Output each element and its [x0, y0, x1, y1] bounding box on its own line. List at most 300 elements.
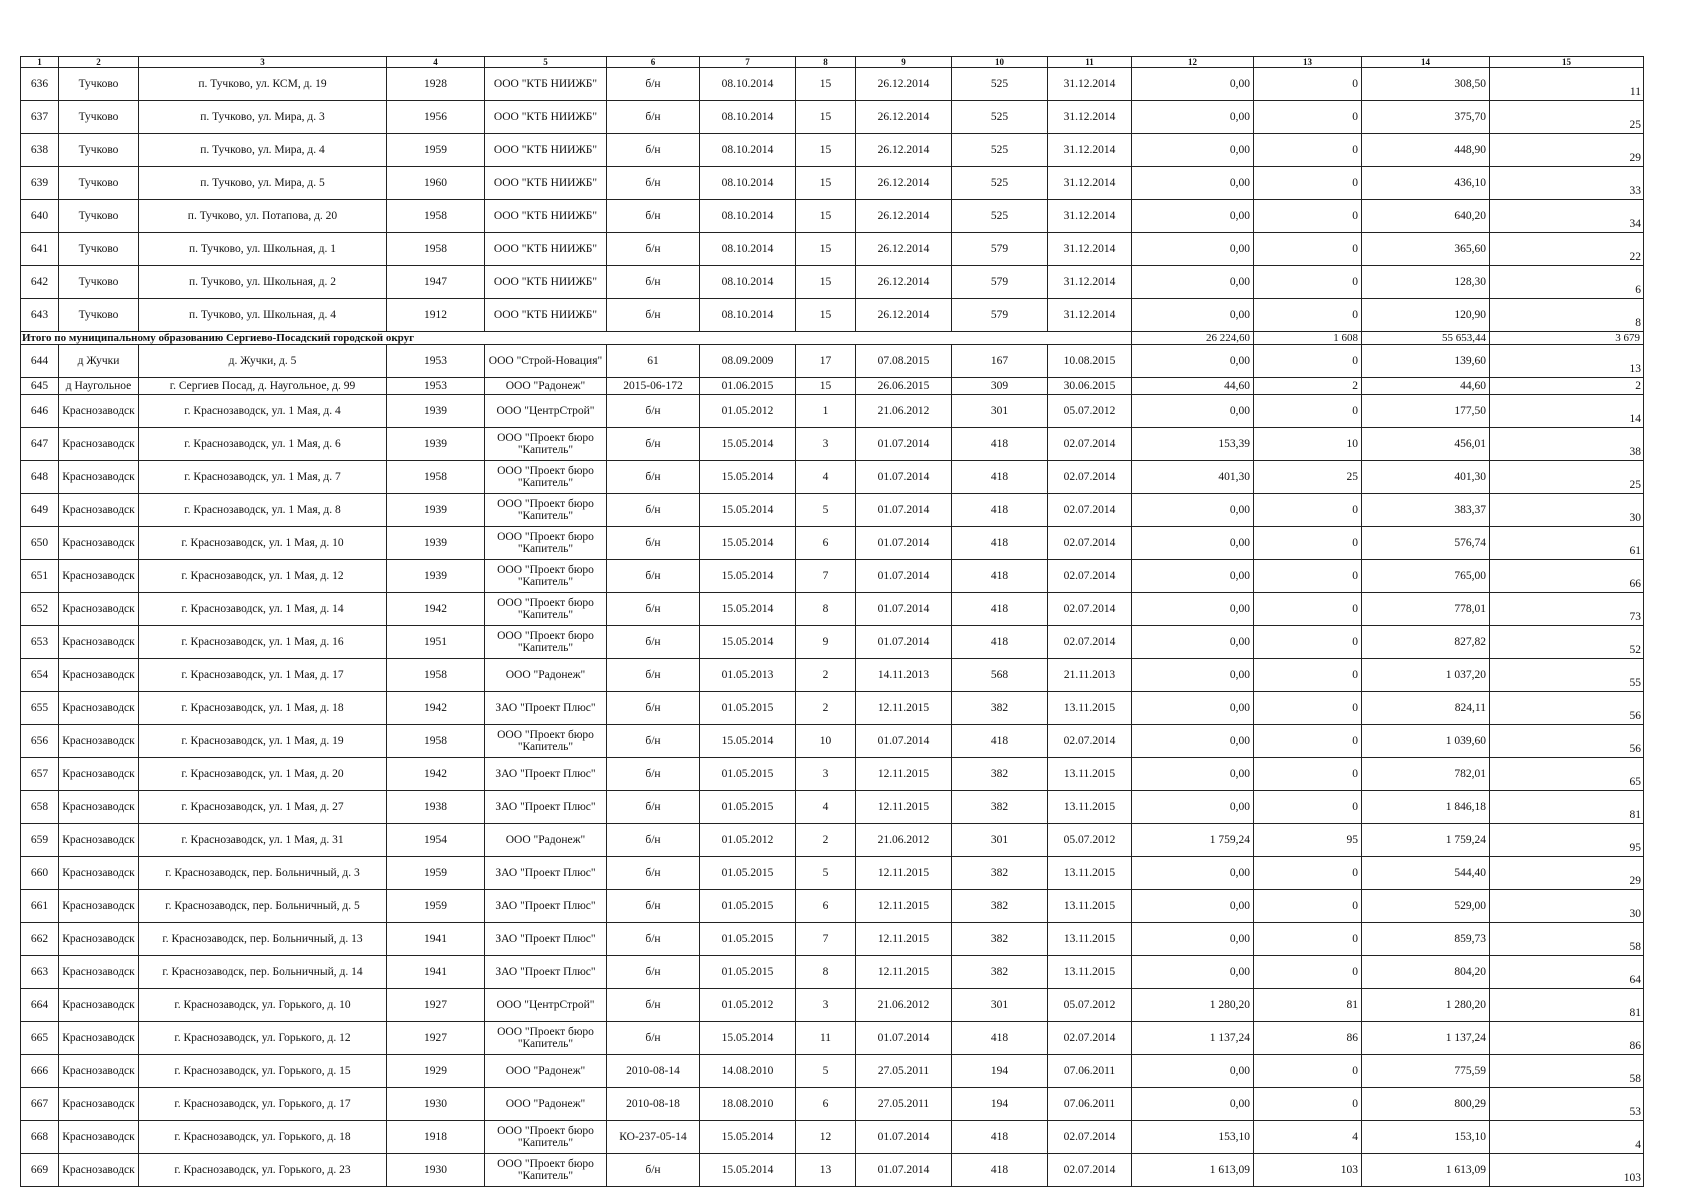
work-count: 1	[796, 395, 856, 428]
registry-table	[20, 56, 1644, 1187]
order-number: 382	[952, 890, 1048, 923]
document-number: б/н	[607, 659, 700, 692]
act-date: 26.12.2014	[856, 68, 952, 101]
table-row	[21, 101, 1644, 134]
locality: Краснозаводск	[59, 659, 139, 692]
work-count: 4	[796, 791, 856, 824]
count-col-13: 0	[1254, 593, 1362, 626]
table-row	[21, 200, 1644, 233]
row-number: 662	[21, 923, 59, 956]
contract-date: 18.08.2010	[700, 1088, 796, 1121]
act-date: 14.11.2013	[856, 659, 952, 692]
act-date: 01.07.2014	[856, 527, 952, 560]
area-col-14: 308,50	[1362, 68, 1490, 101]
document-number: б/н	[607, 461, 700, 494]
row-number: 640	[21, 200, 59, 233]
count-col-13: 4	[1254, 1121, 1362, 1154]
locality: Краснозаводск	[59, 461, 139, 494]
build-year: 1958	[387, 659, 485, 692]
address: г. Краснозаводск, ул. 1 Мая, д. 12	[139, 560, 387, 593]
address: г. Краснозаводск, ул. 1 Мая, д. 8	[139, 494, 387, 527]
work-count: 15	[796, 167, 856, 200]
act-date: 01.07.2014	[856, 626, 952, 659]
count-col-15: 34	[1490, 200, 1644, 233]
build-year: 1939	[387, 395, 485, 428]
count-col-13: 0	[1254, 890, 1362, 923]
build-year: 1958	[387, 461, 485, 494]
act-date: 01.07.2014	[856, 1154, 952, 1187]
order-number: 382	[952, 692, 1048, 725]
count-col-13: 2	[1254, 378, 1362, 395]
count-col-15: 29	[1490, 857, 1644, 890]
order-date: 02.07.2014	[1048, 461, 1132, 494]
sum-col-12: 0,00	[1132, 299, 1254, 332]
table-row	[21, 560, 1644, 593]
contract-date: 01.05.2015	[700, 857, 796, 890]
table-row	[21, 824, 1644, 857]
order-date: 02.07.2014	[1048, 428, 1132, 461]
order-date: 31.12.2014	[1048, 134, 1132, 167]
column-header-8: 8	[796, 57, 856, 68]
order-number: 418	[952, 461, 1048, 494]
locality: Тучково	[59, 68, 139, 101]
count-col-15: 30	[1490, 890, 1644, 923]
row-number: 648	[21, 461, 59, 494]
column-header-13: 13	[1254, 57, 1362, 68]
table-row	[21, 857, 1644, 890]
order-number: 418	[952, 494, 1048, 527]
contractor: ООО "ЦентрСтрой"	[485, 989, 607, 1022]
contract-date: 08.09.2009	[700, 345, 796, 378]
sum-col-12: 0,00	[1132, 134, 1254, 167]
order-date: 31.12.2014	[1048, 167, 1132, 200]
contractor: ООО "Проект бюро "Капитель"	[485, 1154, 607, 1187]
work-count: 15	[796, 101, 856, 134]
work-count: 9	[796, 626, 856, 659]
area-col-14: 804,20	[1362, 956, 1490, 989]
contractor: ООО "КТБ НИИЖБ"	[485, 167, 607, 200]
document-number: б/н	[607, 560, 700, 593]
count-col-13: 0	[1254, 345, 1362, 378]
order-date: 21.11.2013	[1048, 659, 1132, 692]
row-number: 664	[21, 989, 59, 1022]
order-date: 02.07.2014	[1048, 527, 1132, 560]
address: г. Краснозаводск, ул. 1 Мая, д. 17	[139, 659, 387, 692]
sum-col-12: 0,00	[1132, 68, 1254, 101]
table-row	[21, 989, 1644, 1022]
row-number: 667	[21, 1088, 59, 1121]
order-date: 13.11.2015	[1048, 692, 1132, 725]
area-col-14: 365,60	[1362, 233, 1490, 266]
table-row	[21, 378, 1644, 395]
row-number: 651	[21, 560, 59, 593]
table-row	[21, 68, 1644, 101]
table-row	[21, 1022, 1644, 1055]
column-header-4: 4	[387, 57, 485, 68]
count-col-13: 0	[1254, 725, 1362, 758]
count-col-15: 8	[1490, 299, 1644, 332]
act-date: 26.12.2014	[856, 266, 952, 299]
area-col-14: 824,11	[1362, 692, 1490, 725]
sum-col-12: 1 759,24	[1132, 824, 1254, 857]
sum-col-12: 0,00	[1132, 395, 1254, 428]
row-number: 647	[21, 428, 59, 461]
act-date: 01.07.2014	[856, 428, 952, 461]
locality: Краснозаводск	[59, 593, 139, 626]
sum-col-12: 0,00	[1132, 758, 1254, 791]
order-date: 13.11.2015	[1048, 857, 1132, 890]
build-year: 1959	[387, 890, 485, 923]
order-number: 382	[952, 791, 1048, 824]
build-year: 1942	[387, 593, 485, 626]
subtotal-row	[21, 332, 1644, 345]
sum-col-12: 401,30	[1132, 461, 1254, 494]
contract-date: 15.05.2014	[700, 560, 796, 593]
table-row	[21, 494, 1644, 527]
contract-date: 01.05.2015	[700, 758, 796, 791]
address: г. Краснозаводск, ул. 1 Мая, д. 18	[139, 692, 387, 725]
locality: Краснозаводск	[59, 989, 139, 1022]
locality: Краснозаводск	[59, 923, 139, 956]
sum-col-12: 0,00	[1132, 266, 1254, 299]
order-number: 418	[952, 626, 1048, 659]
document-number: 2010-08-14	[607, 1055, 700, 1088]
build-year: 1958	[387, 233, 485, 266]
document-number: б/н	[607, 200, 700, 233]
build-year: 1938	[387, 791, 485, 824]
order-number: 525	[952, 200, 1048, 233]
area-col-14: 1 039,60	[1362, 725, 1490, 758]
work-count: 3	[796, 758, 856, 791]
order-date: 07.06.2011	[1048, 1088, 1132, 1121]
table-row	[21, 428, 1644, 461]
build-year: 1939	[387, 560, 485, 593]
address: г. Краснозаводск, ул. 1 Мая, д. 31	[139, 824, 387, 857]
contractor: ООО "Проект бюро "Капитель"	[485, 461, 607, 494]
row-number: 656	[21, 725, 59, 758]
count-col-13: 0	[1254, 956, 1362, 989]
count-col-15: 38	[1490, 428, 1644, 461]
subtotal-c12: 26 224,60	[1132, 332, 1254, 345]
count-col-13: 0	[1254, 692, 1362, 725]
contractor: ООО "КТБ НИИЖБ"	[485, 200, 607, 233]
build-year: 1953	[387, 378, 485, 395]
address: г. Краснозаводск, ул. Горького, д. 18	[139, 1121, 387, 1154]
contract-date: 01.05.2015	[700, 923, 796, 956]
order-number: 418	[952, 1154, 1048, 1187]
address: п. Тучково, ул. Потапова, д. 20	[139, 200, 387, 233]
subtotal-c13: 1 608	[1254, 332, 1362, 345]
count-col-13: 0	[1254, 68, 1362, 101]
locality: Краснозаводск	[59, 1055, 139, 1088]
table-row	[21, 791, 1644, 824]
order-number: 418	[952, 725, 1048, 758]
build-year: 1912	[387, 299, 485, 332]
order-number: 525	[952, 68, 1048, 101]
area-col-14: 827,82	[1362, 626, 1490, 659]
order-date: 02.07.2014	[1048, 1154, 1132, 1187]
area-col-14: 139,60	[1362, 345, 1490, 378]
area-col-14: 153,10	[1362, 1121, 1490, 1154]
table-row	[21, 923, 1644, 956]
order-date: 02.07.2014	[1048, 494, 1132, 527]
area-col-14: 448,90	[1362, 134, 1490, 167]
locality: Краснозаводск	[59, 527, 139, 560]
document-number: б/н	[607, 266, 700, 299]
contractor: ООО "КТБ НИИЖБ"	[485, 299, 607, 332]
contract-date: 08.10.2014	[700, 134, 796, 167]
contractor: ООО "Проект бюро "Капитель"	[485, 560, 607, 593]
count-col-15: 58	[1490, 923, 1644, 956]
sum-col-12: 0,00	[1132, 659, 1254, 692]
row-number: 659	[21, 824, 59, 857]
address: п. Тучково, ул. Школьная, д. 2	[139, 266, 387, 299]
area-col-14: 128,30	[1362, 266, 1490, 299]
sum-col-12: 44,60	[1132, 378, 1254, 395]
document-number: б/н	[607, 68, 700, 101]
count-col-13: 0	[1254, 1088, 1362, 1121]
table-body	[21, 68, 1644, 1187]
locality: Тучково	[59, 200, 139, 233]
order-number: 194	[952, 1088, 1048, 1121]
contractor: ООО "Радонеж"	[485, 1088, 607, 1121]
contractor: ЗАО "Проект Плюс"	[485, 923, 607, 956]
area-col-14: 456,01	[1362, 428, 1490, 461]
sum-col-12: 0,00	[1132, 233, 1254, 266]
area-col-14: 1 280,20	[1362, 989, 1490, 1022]
table-row	[21, 659, 1644, 692]
work-count: 3	[796, 989, 856, 1022]
order-date: 31.12.2014	[1048, 266, 1132, 299]
contract-date: 01.05.2012	[700, 989, 796, 1022]
contract-date: 01.06.2015	[700, 378, 796, 395]
act-date: 01.07.2014	[856, 725, 952, 758]
address: г. Краснозаводск, ул. Горького, д. 12	[139, 1022, 387, 1055]
work-count: 2	[796, 692, 856, 725]
area-col-14: 765,00	[1362, 560, 1490, 593]
build-year: 1941	[387, 923, 485, 956]
table-row	[21, 1121, 1644, 1154]
act-date: 12.11.2015	[856, 857, 952, 890]
area-col-14: 544,40	[1362, 857, 1490, 890]
work-count: 15	[796, 134, 856, 167]
table-row	[21, 266, 1644, 299]
sum-col-12: 0,00	[1132, 692, 1254, 725]
document-number: б/н	[607, 956, 700, 989]
locality: Краснозаводск	[59, 494, 139, 527]
contractor: ООО "Проект бюро "Капитель"	[485, 1022, 607, 1055]
address: г. Сергиев Посад, д. Наугольное, д. 99	[139, 378, 387, 395]
contract-date: 15.05.2014	[700, 428, 796, 461]
area-col-14: 401,30	[1362, 461, 1490, 494]
address: г. Краснозаводск, пер. Больничный, д. 3	[139, 857, 387, 890]
count-col-13: 0	[1254, 167, 1362, 200]
locality: Краснозаводск	[59, 725, 139, 758]
subtotal-label: Итого по муниципальному образованию Сергиево-Посадский городской округ	[21, 332, 1132, 345]
count-col-15: 56	[1490, 692, 1644, 725]
act-date: 26.06.2015	[856, 378, 952, 395]
order-date: 02.07.2014	[1048, 1022, 1132, 1055]
contract-date: 15.05.2014	[700, 1154, 796, 1187]
address: п. Тучково, ул. Мира, д. 4	[139, 134, 387, 167]
address: г. Краснозаводск, ул. 1 Мая, д. 16	[139, 626, 387, 659]
work-count: 10	[796, 725, 856, 758]
order-date: 13.11.2015	[1048, 758, 1132, 791]
document-number: б/н	[607, 923, 700, 956]
row-number: 650	[21, 527, 59, 560]
count-col-13: 0	[1254, 494, 1362, 527]
count-col-13: 0	[1254, 857, 1362, 890]
count-col-13: 0	[1254, 626, 1362, 659]
locality: Краснозаводск	[59, 1088, 139, 1121]
document-number: б/н	[607, 989, 700, 1022]
act-date: 27.05.2011	[856, 1055, 952, 1088]
build-year: 1930	[387, 1088, 485, 1121]
count-col-13: 0	[1254, 923, 1362, 956]
act-date: 01.07.2014	[856, 560, 952, 593]
address: п. Тучково, ул. КСМ, д. 19	[139, 68, 387, 101]
order-date: 10.08.2015	[1048, 345, 1132, 378]
work-count: 8	[796, 593, 856, 626]
order-number: 579	[952, 266, 1048, 299]
count-col-15: 2	[1490, 378, 1644, 395]
table-row	[21, 1154, 1644, 1187]
count-col-15: 61	[1490, 527, 1644, 560]
address: г. Краснозаводск, пер. Больничный, д. 5	[139, 890, 387, 923]
document-number: б/н	[607, 824, 700, 857]
document-number: б/н	[607, 101, 700, 134]
row-number: 653	[21, 626, 59, 659]
document-number: б/н	[607, 692, 700, 725]
table-row	[21, 299, 1644, 332]
order-date: 30.06.2015	[1048, 378, 1132, 395]
table-row	[21, 167, 1644, 200]
locality: Краснозаводск	[59, 560, 139, 593]
order-number: 301	[952, 395, 1048, 428]
count-col-15: 13	[1490, 345, 1644, 378]
build-year: 1918	[387, 1121, 485, 1154]
contractor: ООО "Проект бюро "Капитель"	[485, 1121, 607, 1154]
sum-col-12: 0,00	[1132, 1088, 1254, 1121]
row-number: 669	[21, 1154, 59, 1187]
act-date: 21.06.2012	[856, 395, 952, 428]
contract-date: 15.05.2014	[700, 527, 796, 560]
contractor: ООО "Радонеж"	[485, 824, 607, 857]
contract-date: 08.10.2014	[700, 233, 796, 266]
column-header-12: 12	[1132, 57, 1254, 68]
work-count: 15	[796, 233, 856, 266]
address: г. Краснозаводск, ул. 1 Мая, д. 6	[139, 428, 387, 461]
count-col-13: 0	[1254, 527, 1362, 560]
address: г. Краснозаводск, ул. 1 Мая, д. 10	[139, 527, 387, 560]
build-year: 1939	[387, 494, 485, 527]
build-year: 1954	[387, 824, 485, 857]
count-col-15: 86	[1490, 1022, 1644, 1055]
contract-date: 08.10.2014	[700, 266, 796, 299]
document-number: б/н	[607, 167, 700, 200]
contractor: ООО "КТБ НИИЖБ"	[485, 101, 607, 134]
count-col-15: 81	[1490, 989, 1644, 1022]
work-count: 6	[796, 890, 856, 923]
address: г. Краснозаводск, пер. Больничный, д. 14	[139, 956, 387, 989]
document-number: б/н	[607, 725, 700, 758]
order-date: 02.07.2014	[1048, 725, 1132, 758]
locality: Тучково	[59, 299, 139, 332]
build-year: 1941	[387, 956, 485, 989]
row-number: 658	[21, 791, 59, 824]
act-date: 12.11.2015	[856, 692, 952, 725]
build-year: 1959	[387, 857, 485, 890]
work-count: 15	[796, 299, 856, 332]
locality: Тучково	[59, 266, 139, 299]
order-date: 05.07.2012	[1048, 824, 1132, 857]
act-date: 27.05.2011	[856, 1088, 952, 1121]
locality: Краснозаводск	[59, 626, 139, 659]
sum-col-12: 0,00	[1132, 345, 1254, 378]
order-number: 167	[952, 345, 1048, 378]
act-date: 21.06.2012	[856, 989, 952, 1022]
work-count: 2	[796, 824, 856, 857]
table-row	[21, 758, 1644, 791]
area-col-14: 44,60	[1362, 378, 1490, 395]
count-col-13: 0	[1254, 560, 1362, 593]
build-year: 1960	[387, 167, 485, 200]
contractor: ООО "КТБ НИИЖБ"	[485, 134, 607, 167]
area-col-14: 1 137,24	[1362, 1022, 1490, 1055]
document-number: б/н	[607, 395, 700, 428]
contractor: ЗАО "Проект Плюс"	[485, 692, 607, 725]
order-date: 13.11.2015	[1048, 890, 1132, 923]
locality: Тучково	[59, 233, 139, 266]
row-number: 663	[21, 956, 59, 989]
locality: Краснозаводск	[59, 428, 139, 461]
count-col-15: 53	[1490, 1088, 1644, 1121]
area-col-14: 1 037,20	[1362, 659, 1490, 692]
contract-date: 01.05.2013	[700, 659, 796, 692]
act-date: 12.11.2015	[856, 956, 952, 989]
table-row	[21, 956, 1644, 989]
locality: Краснозаводск	[59, 956, 139, 989]
area-col-14: 778,01	[1362, 593, 1490, 626]
order-date: 05.07.2012	[1048, 395, 1132, 428]
column-header-10: 10	[952, 57, 1048, 68]
sum-col-12: 0,00	[1132, 725, 1254, 758]
contractor: ООО "Проект бюро "Капитель"	[485, 725, 607, 758]
contractor: ООО "Радонеж"	[485, 1055, 607, 1088]
column-header-14: 14	[1362, 57, 1490, 68]
order-date: 31.12.2014	[1048, 299, 1132, 332]
row-number: 641	[21, 233, 59, 266]
document-number: б/н	[607, 890, 700, 923]
row-number: 666	[21, 1055, 59, 1088]
work-count: 11	[796, 1022, 856, 1055]
document-number: б/н	[607, 494, 700, 527]
build-year: 1958	[387, 200, 485, 233]
sum-col-12: 0,00	[1132, 560, 1254, 593]
count-col-15: 55	[1490, 659, 1644, 692]
order-date: 31.12.2014	[1048, 68, 1132, 101]
count-col-15: 52	[1490, 626, 1644, 659]
document-number: б/н	[607, 857, 700, 890]
count-col-15: 30	[1490, 494, 1644, 527]
order-number: 525	[952, 167, 1048, 200]
column-header-3: 3	[139, 57, 387, 68]
order-number: 525	[952, 134, 1048, 167]
contractor: ЗАО "Проект Плюс"	[485, 956, 607, 989]
count-col-15: 95	[1490, 824, 1644, 857]
contract-date: 08.10.2014	[700, 101, 796, 134]
work-count: 4	[796, 461, 856, 494]
